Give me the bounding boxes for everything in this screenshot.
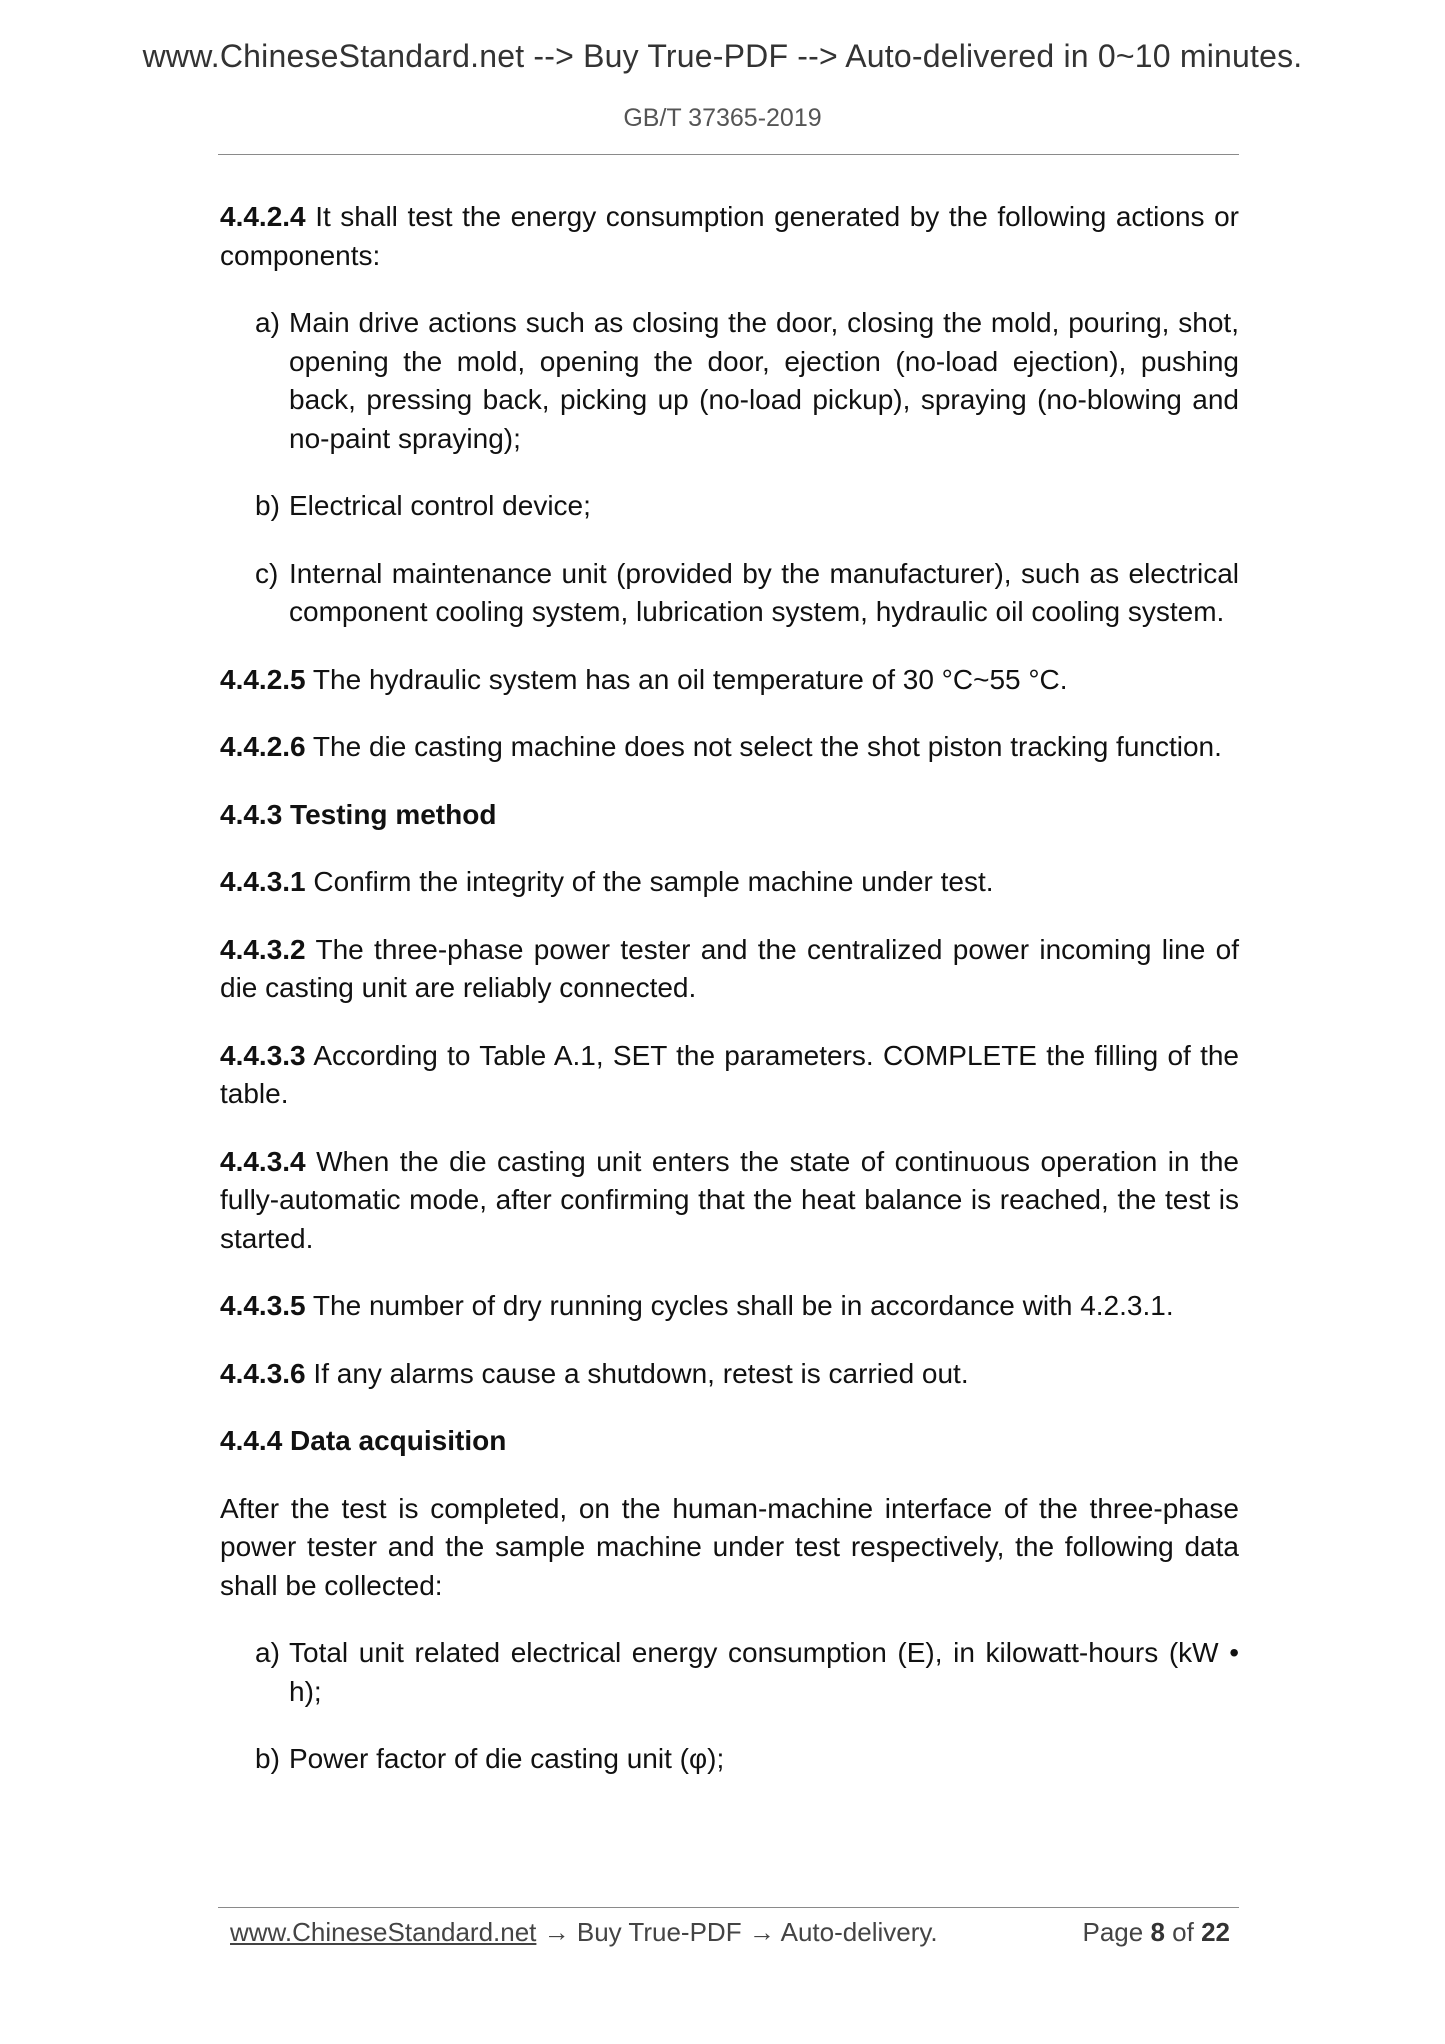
list-item [255,1740,1239,1779]
list-item [255,1634,1239,1711]
page-label: Page [1082,1917,1144,1947]
page-total: 22 [1201,1917,1230,1947]
footer-buy-text: Buy True-PDF [576,1917,742,1947]
list-item-text: Electrical control device; [289,490,591,521]
clause-text: It shall test the energy consumption generated by the following actions or components: [220,201,1239,271]
clause-number: 4.4.3.1 [220,866,306,897]
section-heading-testing-method: 4.4.3 Testing method [220,798,497,830]
header-banner: www.ChineseStandard.net --> Buy True-PDF --> Auto-delivered in 0~10 minutes. [142,38,1303,74]
clause-4-4-2-6 [220,728,1239,767]
clause-4-4-3-6 [220,1355,1239,1394]
clause-number: 4.4.3.4 [220,1145,306,1177]
list-item-text: Internal maintenance unit (provided by the manufacturer), such as electrical component cooling system, lubrication system, hydraulic oil cooling system. [289,557,1239,627]
header-divider [218,154,1239,155]
clause-4-4-3-5 [220,1287,1239,1326]
list-item [255,555,1239,632]
data-acquisition-intro: After the test is completed, on the human-machine interface of the three-phase power tester and the sample machine under test respectively, the following data shall be collected: [220,1492,1239,1601]
list-item [255,304,1239,458]
clause-4-4-3-2 [220,931,1239,1008]
clause-text: If any alarms cause a shutdown, retest is carried out. [305,1357,969,1389]
clause-4-4-3-3 [220,1037,1239,1114]
clause-number: 4.4.2.5 [220,663,306,695]
list-marker: c) [255,557,279,589]
clause-number: 4.4.3.3 [220,1039,306,1071]
list-item-text: Total unit related electrical energy consumption (E), in kilowatt-hours (kW • h); [289,1637,1239,1707]
footer-divider [218,1907,1239,1908]
list-item-text: Main drive actions such as closing the door, closing the mold, pouring, shot, opening the mold, opening the door, ejection (no-load ejection), pushing back, pressing back, picking up (no-load pickup), spraying (no-blowing and no-paint spraying); [289,307,1239,454]
main-content [220,198,1239,1808]
page-footer [230,1910,1230,1954]
page-number: 8 [1150,1917,1165,1947]
clause-4-4-2-4 [220,198,1239,275]
list-marker: b) [255,1743,280,1774]
clause-text: According to Table A.1, SET the parameters. COMPLETE the filling of the table. [220,1039,1239,1109]
footer-delivery-text: Auto-delivery. [780,1917,938,1947]
page-indicator [1082,1910,1230,1954]
list-marker: b) [255,490,280,521]
list-item-text: Power factor of die casting unit (φ); [289,1743,725,1774]
clause-4-4-3-1 [220,863,1239,902]
clause-number: 4.4.3.5 [220,1290,306,1321]
clause-text: The die casting machine does not select the shot piston tracking function. [305,731,1222,762]
list-marker: a) [255,307,280,338]
arrow-icon: → [748,1917,775,1947]
clause-number: 4.4.3.6 [220,1357,306,1389]
clause-4-4-3-4 [220,1143,1239,1259]
clause-number: 4.4.2.6 [220,731,306,762]
clause-text: When the die casting unit enters the state of continuous operation in the fully-automatic mode, after confirming that the heat balance is reached, the test is started. [220,1145,1239,1254]
clause-text: The hydraulic system has an oil temperature of 30 °C~55 °C. [305,663,1068,695]
clause-text: Confirm the integrity of the sample machine under test. [305,866,994,897]
clause-text: The number of dry running cycles shall be in accordance with 4.2.3.1. [305,1290,1174,1321]
of-label: of [1172,1917,1194,1947]
list-item [255,487,1239,526]
arrow-icon: → [543,1917,570,1947]
list-marker: a) [255,1637,280,1668]
clause-text: The three-phase power tester and the centralized power incoming line of die casting unit are reliably connected. [220,933,1239,1003]
document-code: GB/T 37365-2019 [623,104,822,132]
footer-site-link[interactable]: www.ChineseStandard.net [230,1917,537,1947]
section-heading-data-acquisition: 4.4.4 Data acquisition [220,1425,507,1456]
clause-4-4-2-5 [220,661,1239,700]
clause-number: 4.4.2.4 [220,201,306,232]
clause-number: 4.4.3.2 [220,933,306,965]
